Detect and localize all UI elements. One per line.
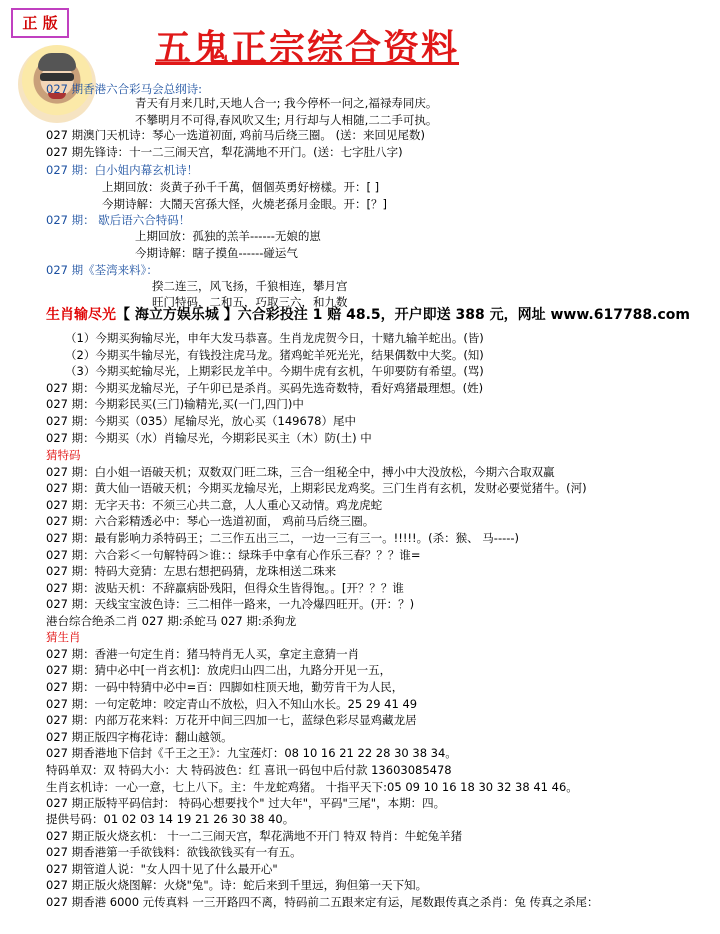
text-line: 027 期：白小姐内幕玄机诗！	[46, 163, 199, 177]
text-line: 旺门特码，二和五，巧取三六，和九数	[152, 295, 348, 309]
text-line: 027 期：特码大竞猜：左思右想把码猜，龙珠相送二珠来	[46, 564, 337, 578]
genuine-badge: 正 版	[11, 8, 69, 38]
text-line: 生肖玄机诗：一心一意，七上八下。主：牛龙蛇鸡猪。 十指平天下:05 09 10 16 18 30 32 38 41 46。	[46, 780, 578, 794]
avatar-glasses	[40, 73, 74, 81]
text-line: 027 期香港 6000 元传真料 一三开路四不离，特码前二五跟来定有运，尾数跟传真之杀肖：兔 传真之杀尾：	[46, 895, 599, 909]
text-line: 027 期香港第一手欲钱料：欲钱欲钱买有一有五。	[46, 845, 302, 859]
text-line: 027 期正版特平码信封： 特码心想要找个" 过大年"，平码"三尾"，本期：四。	[46, 796, 446, 810]
text-line: 027 期：一句定乾坤：咬定青山不放松，归入不知山水长。25 29 41 49	[46, 697, 418, 711]
ad-banner[interactable]	[46, 308, 690, 322]
text-line: 027 期：最有影响力杀特码王；二三作五出三二，一边一三有三一。!!!!!。(杀：猴、 马-----)	[46, 531, 520, 545]
text-line: 027 期《荃湾来料》：	[46, 263, 158, 277]
text-line: （2）今期买牛输尽光，有钱投注虎马龙。猪鸡蛇羊死光光，结果偶数中大奖。(知)	[65, 348, 484, 362]
text-line: 提供号码：01 02 03 14 19 21 26 30 38 40。	[46, 812, 295, 826]
ad-prefix: 生肖输尽光	[46, 307, 116, 323]
text-line: 027 期：今期买龙输尽光，子午卯已是杀肖。买码先选奇数特，看好鸡猪最理想。(姓)	[46, 381, 484, 395]
text-line: 今期诗解：瞎子摸鱼------碰运气	[135, 246, 298, 260]
text-line: 027 期香港地下信封《千王之王》：九宝莲灯：08 10 16 21 22 28 30 38 34。	[46, 746, 457, 760]
text-line: 027 期：波贴天机：不辞羸病卧残阳，但得众生皆得饱。。[开？？？谁	[46, 581, 404, 595]
text-line: 027 期：天线宝宝波色诗：三二相伴一路来，一九冷爆四旺开。(开：？)	[46, 597, 415, 611]
ad-text[interactable]: 【 海立方娱乐城 】六合彩投注 1 赔 48.5，开户即送 388 元，网址 www.617788.com	[116, 307, 690, 323]
text-line: 港台综合绝杀二肖 027 期:杀蛇马 027 期:杀狗龙	[46, 614, 297, 628]
text-line: 027 期：六合彩＜一句解特码＞谁：：绿珠手中拿有心作乐三春？？？谁=	[46, 548, 421, 562]
text-line: 027 期香港六合彩马会总纲诗:	[46, 82, 202, 96]
text-line: 027 期：今期彩民买(三门)输精光,买(一门,四门)中	[46, 397, 304, 411]
text-line: 027 期：内部万花来料：万花开中间三四加一七，蓝绿色彩尽显鸡藏龙居	[46, 713, 417, 727]
text-line: 027 期：白小姐一语破天机；双数双门旺二珠，三合一组秘全中，搏小中大没放松，今期六合取双赢	[46, 465, 555, 479]
text-line: 027 期先锋诗：十一二三闹天宫，犁花满地不开门。(送：七字肚八字)	[46, 145, 403, 159]
avatar-hair	[38, 53, 76, 71]
text-line: 027 期：今期买（水）肖输尽光，今期彩民买主（木）防(土) 中	[46, 431, 372, 445]
text-line: 027 期：猜中必中[一肖玄机]：放虎归山四二出，九路分开见一五，	[46, 663, 392, 677]
text-line: （1）今期买狗输尽光，申年大发马恭喜。生肖龙虎贺今日，十赌九输羊蛇出。(皆)	[65, 331, 484, 345]
text-line: 不攀明月不可得,春风吹又生; 月行却与人相随,二二手可执。	[135, 113, 438, 127]
text-line: 027 期澳门天机诗：琴心一选道初面, 鸡前马后绕三圈。 (送：来回见尾数)	[46, 128, 426, 142]
text-line: 上期回放：炎黄子孙千千萬，個個英勇好榜樣。开：[ ]	[102, 180, 380, 194]
text-line: 027 期：香港一句定生肖：猪马特肖无人买，拿定主意猜一肖	[46, 647, 360, 661]
text-line: 027 期： 歇后语六合特码！	[46, 213, 191, 227]
text-line: 027 期：六合彩精透必中：琴心一选道初面， 鸡前马后绕三圈。	[46, 514, 375, 528]
text-line: 027 期：一码中特猜中必中=百：四脚如柱顶天地，勤劳肯干为人民，	[46, 680, 404, 694]
text-line: 特码单双：双 特码大小：大 特码波色：红 喜讯一码包中后付款 13603085478	[46, 763, 452, 777]
text-line: 027 期管道人说："女人四十见了什么最开心"	[46, 862, 278, 876]
text-line: 青天有月来几时,天地人合一; 我今停杯一问之,福禄寿同庆。	[135, 96, 438, 110]
text-line: 猜特码	[46, 448, 81, 462]
text-line: 027 期正版四字梅花诗：翻山越领。	[46, 730, 233, 744]
page-title: 五鬼正宗综合资料	[155, 27, 460, 69]
text-line: 027 期：今期买（035）尾输尽光，放心买（149678）尾中	[46, 414, 356, 428]
text-line: 今期诗解：大鬧天宮孫大怪，火燒老孫月金眼。开：[？]	[102, 197, 387, 211]
text-line: 027 期：无字天书：不须三心共二意，人人重心又动情。鸡龙虎蛇	[46, 498, 383, 512]
text-line: 027 期：黄大仙一语破天机；今期买龙输尽光，上期彩民龙鸡奖。三门生肖有玄机，发财必要觉猪牛。(河)	[46, 481, 587, 495]
text-line: 027 期正版火烧玄机： 十一二三闹天宫，犁花满地不开门 特双 特肖：牛蛇兔羊猪	[46, 829, 463, 843]
text-line: （3）今期买蛇输尽光，上期彩民龙羊中。今期牛虎有玄机，午卯要防有希望。(骂)	[65, 364, 484, 378]
text-line: 揆二连三，风飞扬，千狼相连，攀月宫	[152, 279, 348, 293]
text-line: 猜生肖	[46, 630, 81, 644]
text-line: 上期回放：孤独的羔羊------无娘的崽	[135, 229, 321, 243]
text-line: 027 期正版火烧图解：火烧"兔"。诗：蛇后来到千里远，狗但第一天下知。	[46, 878, 428, 892]
